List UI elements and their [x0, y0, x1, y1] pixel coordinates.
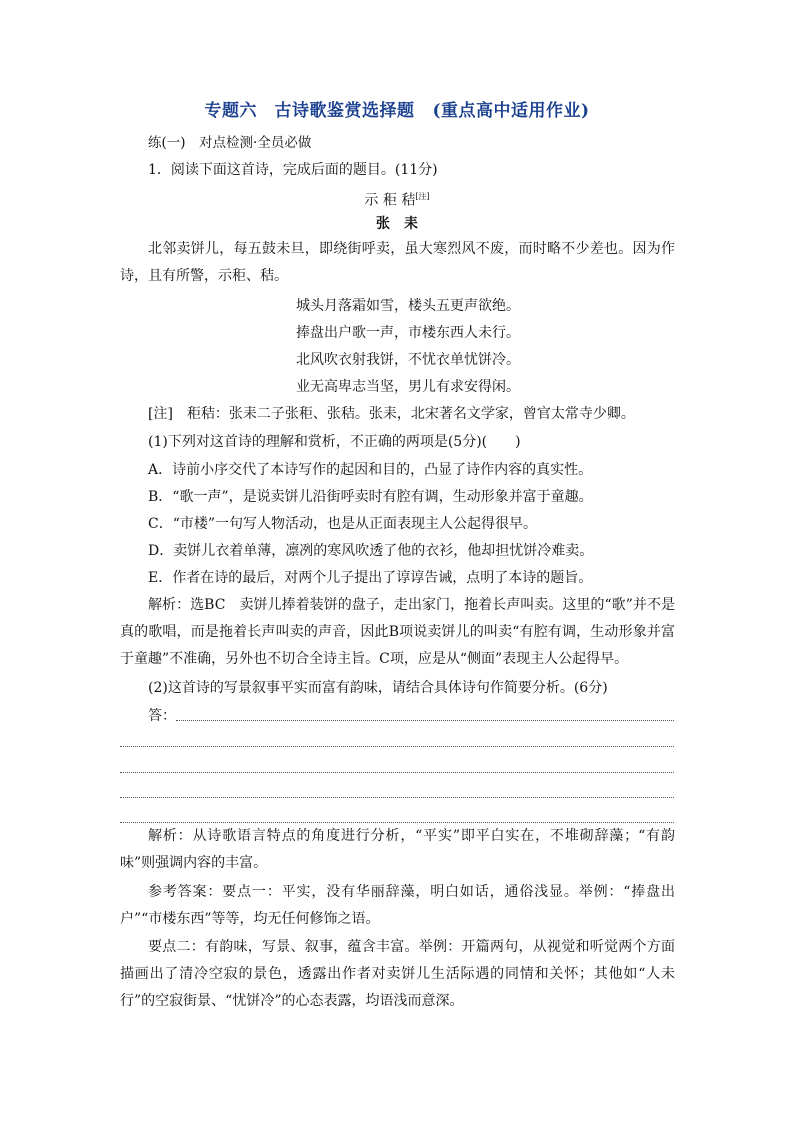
poem-line: 北风吹衣射我饼，不忧衣单忧饼冷。: [296, 352, 520, 368]
answer-label: 答：: [148, 708, 176, 724]
answer-line[interactable]: [120, 797, 674, 798]
option-e: E．作者在诗的最后，对两个儿子提出了谆谆告诫，点明了本诗的题旨。: [148, 570, 593, 586]
page-title: [0, 96, 794, 121]
option-a: A．诗前小序交代了本诗写作的起因和目的，凸显了诗作内容的真实性。: [148, 462, 593, 478]
answer-line[interactable]: [120, 772, 674, 773]
sub1-analysis: 解析：选BC 卖饼儿捧着装饼的盘子，走出家门，拖着长声叫卖。这里的“歌”并不是真的歌唱，而是拖着长声叫卖的声音，因此B项说卖饼儿的叫卖“有腔有调，生动形象并富于童趣”不准确，另外也不切合全诗主旨。C项，应是从“侧面”表现主人公起得早。: [120, 597, 675, 667]
poem-line: 城头月落霜如雪，楼头五更声欲绝。: [296, 298, 520, 314]
title-sub: (重点高中适用作业): [432, 101, 590, 121]
reference-point-two: 要点二：有韵味，写景、叙事，蕴含丰富。举例：开篇两句，从视觉和听觉两个方面描画出了清冷空寂的景色，透露出作者对卖饼儿生活际遇的同情和关怀；其他如“人未行”的空寂街景、“忧饼冷”的心态表露，均语浅而意深。: [120, 939, 675, 1009]
option-b: B．“歌一声”，是说卖饼儿沿街呼卖时有腔有调，生动形象并富于童趣。: [148, 489, 593, 505]
sub2-analysis: 解析：从诗歌语言特点的角度进行分析，“平实”即平白实在，不堆砌辞藻；“有韵味”则强调内容的丰富。: [120, 828, 675, 871]
poem-line: 业无高卑志当坚，男儿有求安得闲。: [296, 379, 520, 395]
title-main: 专题六 古诗歌鉴赏选择题: [204, 101, 415, 121]
reference-answer: 参考答案：要点一：平实，没有华丽辞藻，明白如话，通俗浅显。举例：“捧盘出户”“市楼东西”等等，均无任何修饰之语。: [120, 884, 675, 927]
sub2-question: (2)这首诗的写景叙事平实而富有韵味，请结合具体诗句作简要分析。(6分): [148, 680, 608, 696]
poem-line: 捧盘出户歌一声，市楼东西人未行。: [296, 325, 520, 341]
answer-line[interactable]: [176, 720, 674, 721]
question-prompt: 1．阅读下面这首诗，完成后面的题目。(11分): [148, 162, 438, 178]
poem-author: 张 耒: [376, 216, 418, 232]
poem-title: [0, 187, 794, 211]
option-d: D．卖饼儿衣着单薄，凛冽的寒风吹透了他的衣衫，他却担忧饼冷难卖。: [148, 543, 594, 559]
poem-title-note: [注]: [415, 192, 430, 201]
sub1-question: (1)下列对这首诗的理解和赏析，不正确的两项是(5分)( ): [148, 434, 521, 450]
poem-preface: 北邻卖饼儿，每五鼓未旦，即绕街呼卖，虽大寒烈风不废，而时略不少差也。因为作诗，且有所警，示秬、秸。: [120, 241, 675, 284]
option-c: C．“市楼”一句写人物活动，也是从正面表现主人公起得很早。: [148, 516, 538, 532]
poem-title-text: 示 秬 秸: [364, 192, 416, 209]
answer-line[interactable]: [120, 746, 674, 747]
poem-note: [注] 秬秸：张耒二子张秬、张秸。张耒，北宋著名文学家，曾官太常寺少卿。: [148, 406, 635, 422]
section-label: 练(一) 对点检测·全员必做: [148, 135, 312, 151]
